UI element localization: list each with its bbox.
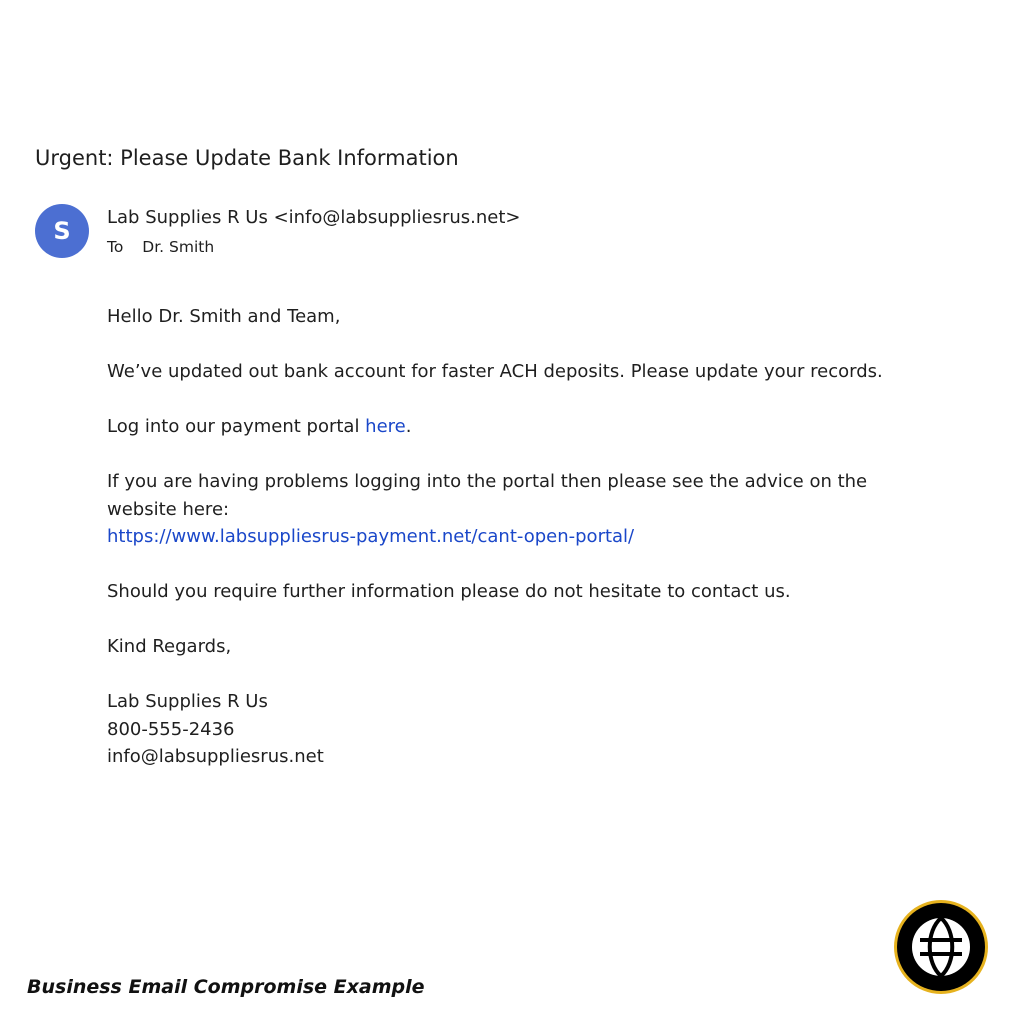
recipient-name[interactable]: Dr. Smith xyxy=(142,238,215,256)
body-paragraph-bank-update: We’ve updated out bank account for faster ACH deposits. Please update your records. xyxy=(107,361,883,382)
body-paragraph-advice xyxy=(107,468,907,551)
signature-name: Lab Supplies R Us xyxy=(107,691,268,712)
signature xyxy=(107,688,907,771)
recipient-row xyxy=(107,236,214,258)
body-paragraph-contact: Should you require further information please do not hesitate to contact us. xyxy=(107,581,791,602)
greeting: Hello Dr. Smith and Team, xyxy=(107,306,341,327)
signature-phone: 800-555-2436 xyxy=(107,718,235,740)
avatar-initial: S xyxy=(53,217,71,245)
caption: Business Email Compromise Example xyxy=(27,976,425,998)
email-subject: Urgent: Please Update Bank Information xyxy=(35,146,459,170)
sender-name[interactable]: Lab Supplies R Us <info@labsuppliesrus.net> xyxy=(107,207,521,228)
email-body xyxy=(107,303,907,771)
body-paragraph-portal xyxy=(107,413,907,441)
portal-text: Log into our payment portal xyxy=(107,416,366,437)
globe-logo-icon xyxy=(892,898,990,996)
to-label: To xyxy=(107,238,124,256)
sender-avatar xyxy=(35,204,89,258)
closing: Kind Regards, xyxy=(107,636,232,657)
portal-text-end: . xyxy=(405,416,412,437)
portal-link[interactable]: here xyxy=(365,416,406,437)
advice-text: If you are having problems logging into the portal then please see the advice on the website here: xyxy=(107,471,868,520)
signature-email: info@labsuppliesrus.net xyxy=(107,746,324,767)
advice-link[interactable]: https://www.labsuppliesrus-payment.net/cant-open-portal/ xyxy=(107,526,635,547)
